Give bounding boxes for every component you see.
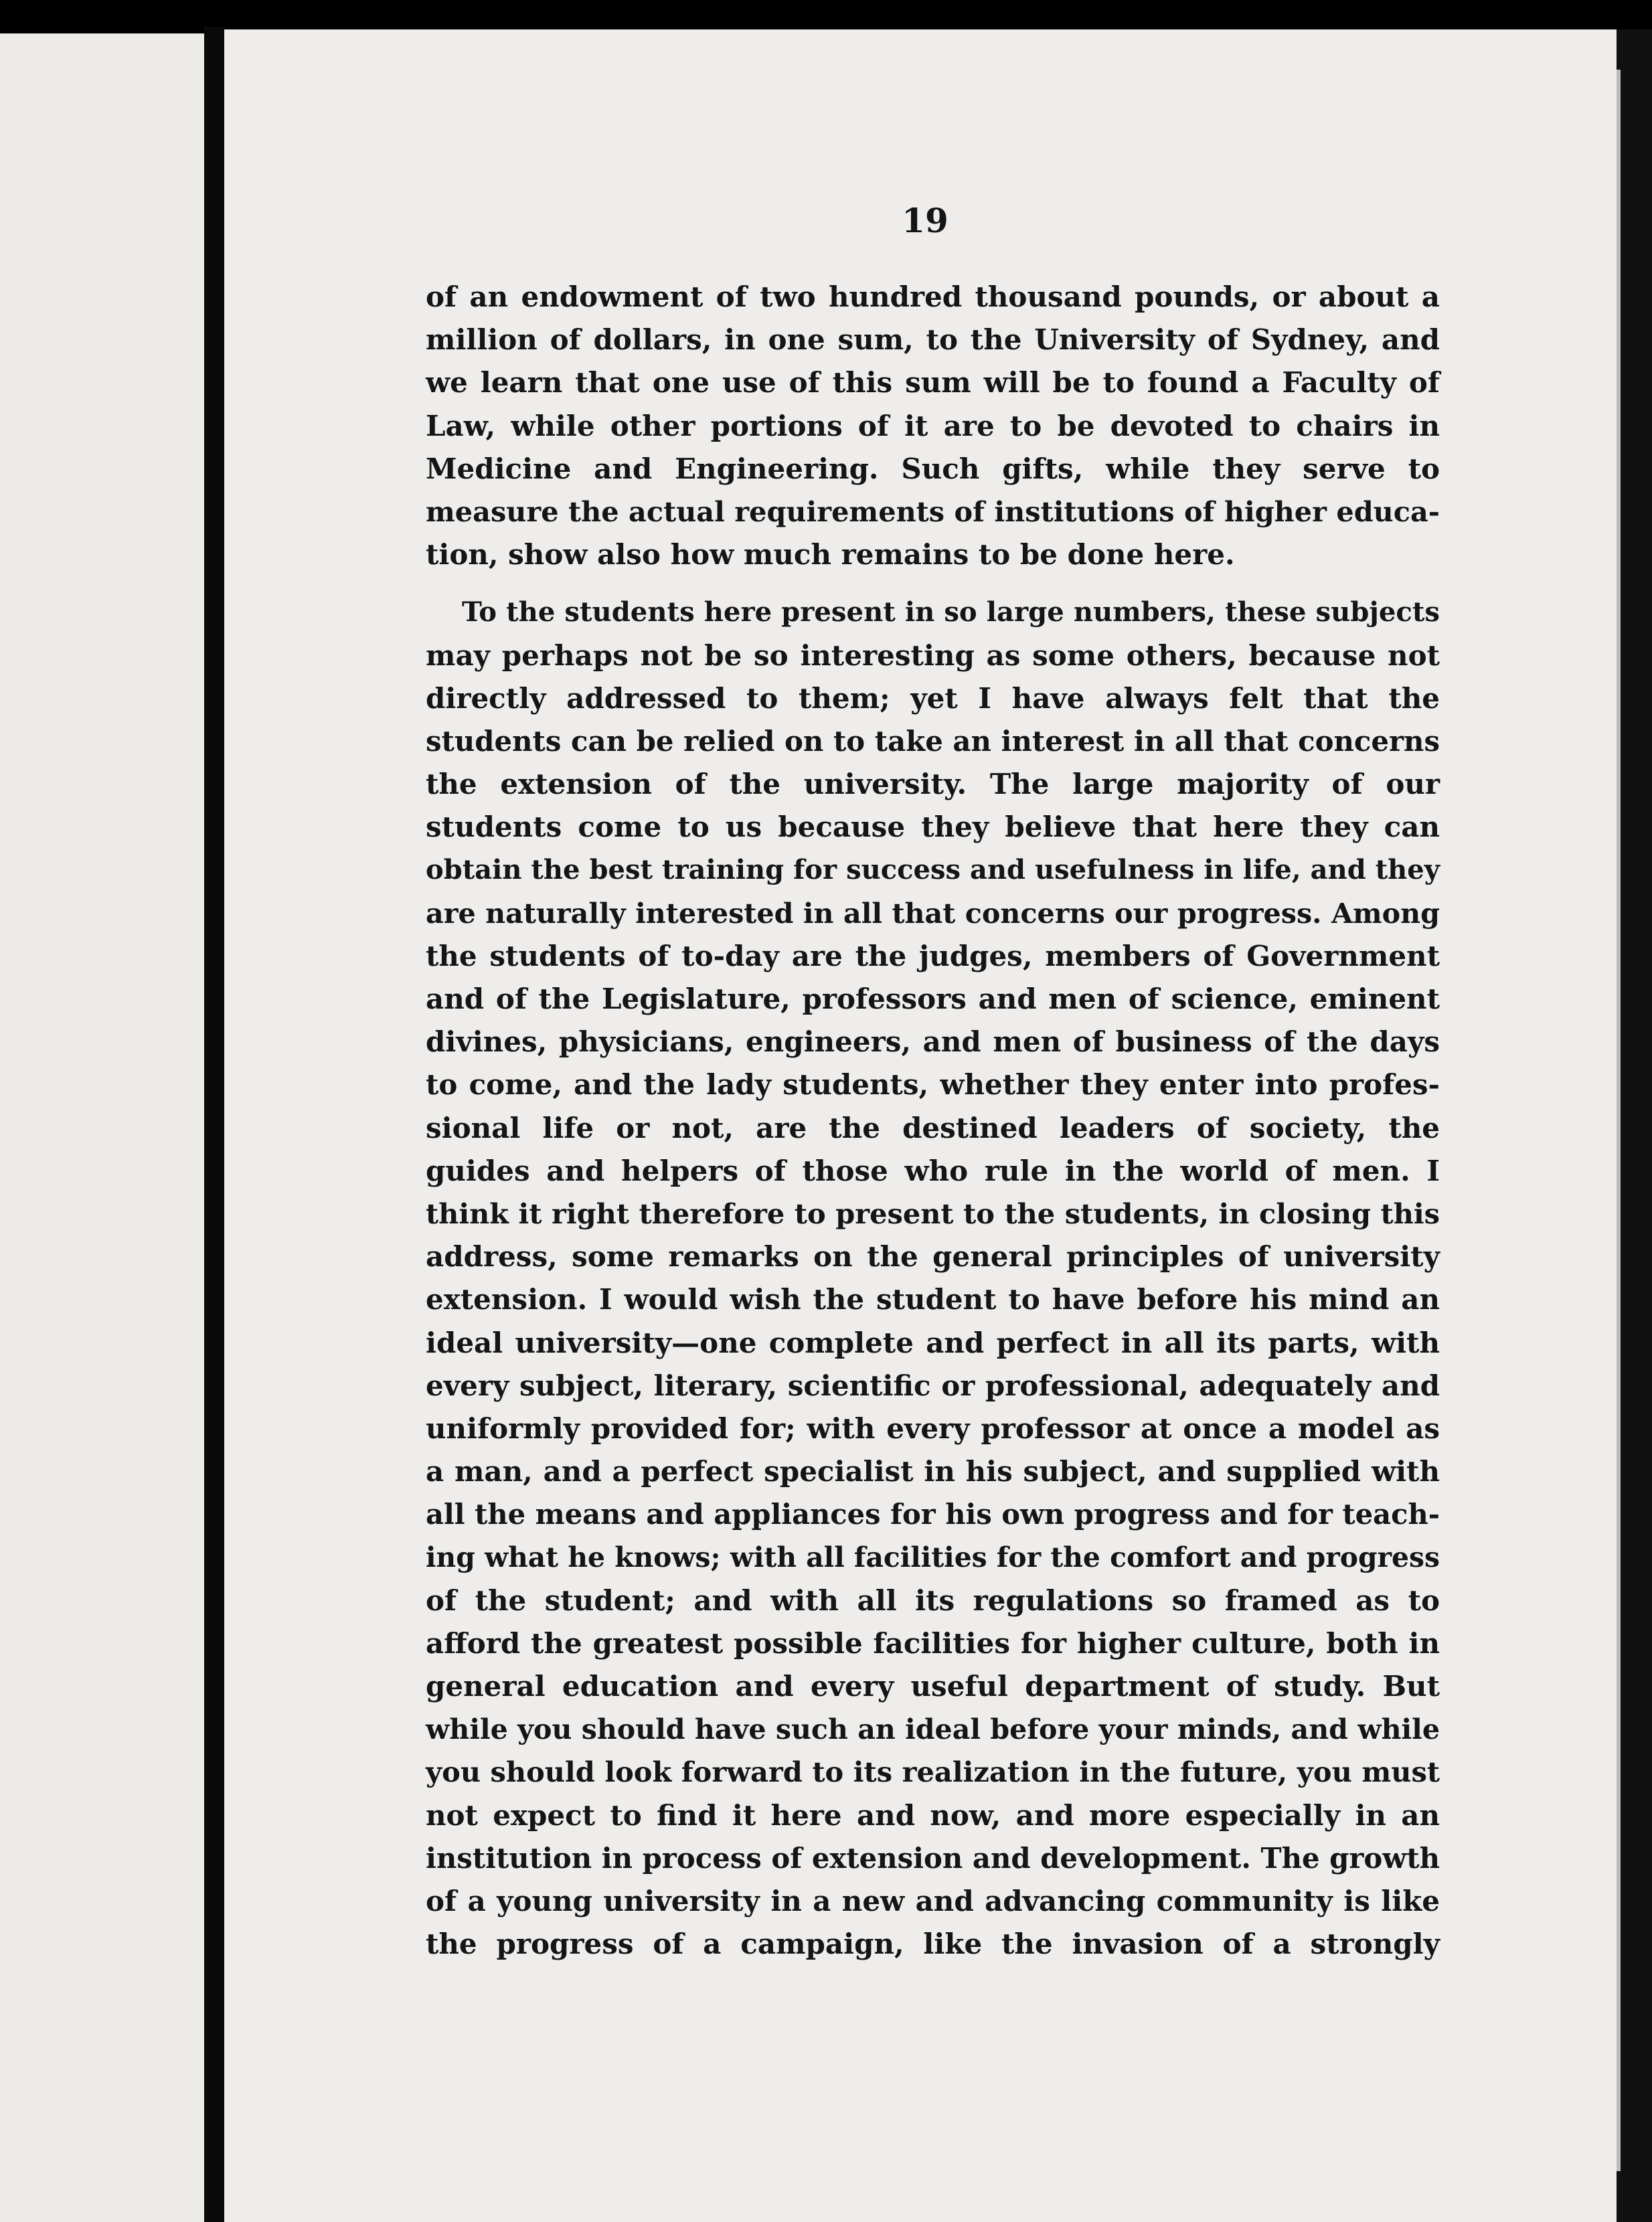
text-line: institution in process of extension and development. The growth — [426, 1841, 1440, 1875]
text-line: million of dollars, in one sum, to the University of Sydney, and — [426, 323, 1440, 357]
text-line: obtain the best training for success and usefulness in life, and they — [426, 854, 1440, 886]
text-line: a man, and a perfect specialist in his subject, and supplied with — [426, 1455, 1440, 1488]
text-line: ing what he knows; with all facilities for the comfort and progress — [426, 1541, 1440, 1574]
text-line: not expect to find it here and now, and more especially in an — [426, 1798, 1440, 1832]
text-line: may perhaps not be so interesting as some others, because not — [426, 638, 1440, 672]
text-line: all the means and appliances for his own progress and for teach- — [426, 1498, 1440, 1531]
page-edge-rule — [1617, 70, 1621, 2171]
book-gutter — [204, 27, 224, 2222]
facing-page-edge — [0, 33, 204, 2222]
text-line: sional life or not, are the destined leaders of society, the — [426, 1111, 1440, 1144]
text-line: every subject, literary, scientific or professional, adequately and — [426, 1369, 1440, 1402]
text-line: the extension of the university. The large majority of our — [426, 768, 1440, 801]
text-line: while you should have such an ideal before your minds, and while — [426, 1713, 1440, 1746]
text-line: to come, and the lady students, whether they enter into profes- — [426, 1068, 1440, 1102]
text-line: students can be relied on to take an interest in all that concerns — [426, 724, 1440, 758]
text-line: we learn that one use of this sum will be to found a Faculty of — [426, 366, 1440, 400]
paragraph-1 — [426, 276, 1440, 576]
body-text — [426, 276, 1440, 1966]
paragraph-2 — [426, 591, 1440, 1966]
text-line: think it right therefore to present to the students, in closing this — [426, 1197, 1440, 1230]
text-line: guides and helpers of those who rule in the world of men. I — [426, 1154, 1440, 1187]
text-line: of a young university in a new and advancing community is like — [426, 1884, 1440, 1917]
text-line: ideal university—one complete and perfect in all its parts, with — [426, 1326, 1440, 1359]
text-line: directly addressed to them; yet I have always felt that the — [426, 681, 1440, 715]
text-line: Law, while other portions of it are to be devoted to chairs in — [426, 409, 1440, 442]
text-line: measure the actual requirements of institutions of higher educa- — [426, 495, 1440, 528]
text-line: of an endowment of two hundred thousand pounds, or about a — [426, 280, 1440, 313]
text-line: of the student; and with all its regulations so framed as to — [426, 1584, 1440, 1617]
text-line: general education and every useful department of study. But — [426, 1670, 1440, 1703]
text-line: uniformly provided for; with every professor at once a model as — [426, 1412, 1440, 1445]
text-line: To the students here present in so large numbers, these subjects — [462, 596, 1440, 628]
text-line: divines, physicians, engineers, and men of business of the days — [426, 1025, 1440, 1059]
paragraph-gap — [426, 576, 1440, 591]
text-line: the students of to-day are the judges, members of Government — [426, 939, 1440, 972]
text-line: extension. I would wish the student to have before his mind an — [426, 1283, 1440, 1316]
text-line: address, some remarks on the general principles of university — [426, 1240, 1440, 1274]
text-line: afford the greatest possible facilities for higher culture, both in — [426, 1626, 1440, 1660]
text-line: tion, show also how much remains to be done here. — [426, 538, 1235, 572]
text-line: students come to us because they believe that here they can — [426, 810, 1440, 844]
page-right-edge — [1617, 29, 1652, 2222]
text-line: you should look forward to its realization in the future, you must — [426, 1756, 1440, 1789]
text-line: are naturally interested in all that concerns our progress. Among — [426, 896, 1440, 930]
page-number: 19 — [902, 201, 948, 240]
text-line: the progress of a campaign, like the invasion of a strongly — [426, 1928, 1440, 1961]
text-line: Medicine and Engineering. Such gifts, while they serve to — [426, 452, 1440, 485]
text-line: and of the Legislature, professors and men of science, eminent — [426, 982, 1440, 1015]
